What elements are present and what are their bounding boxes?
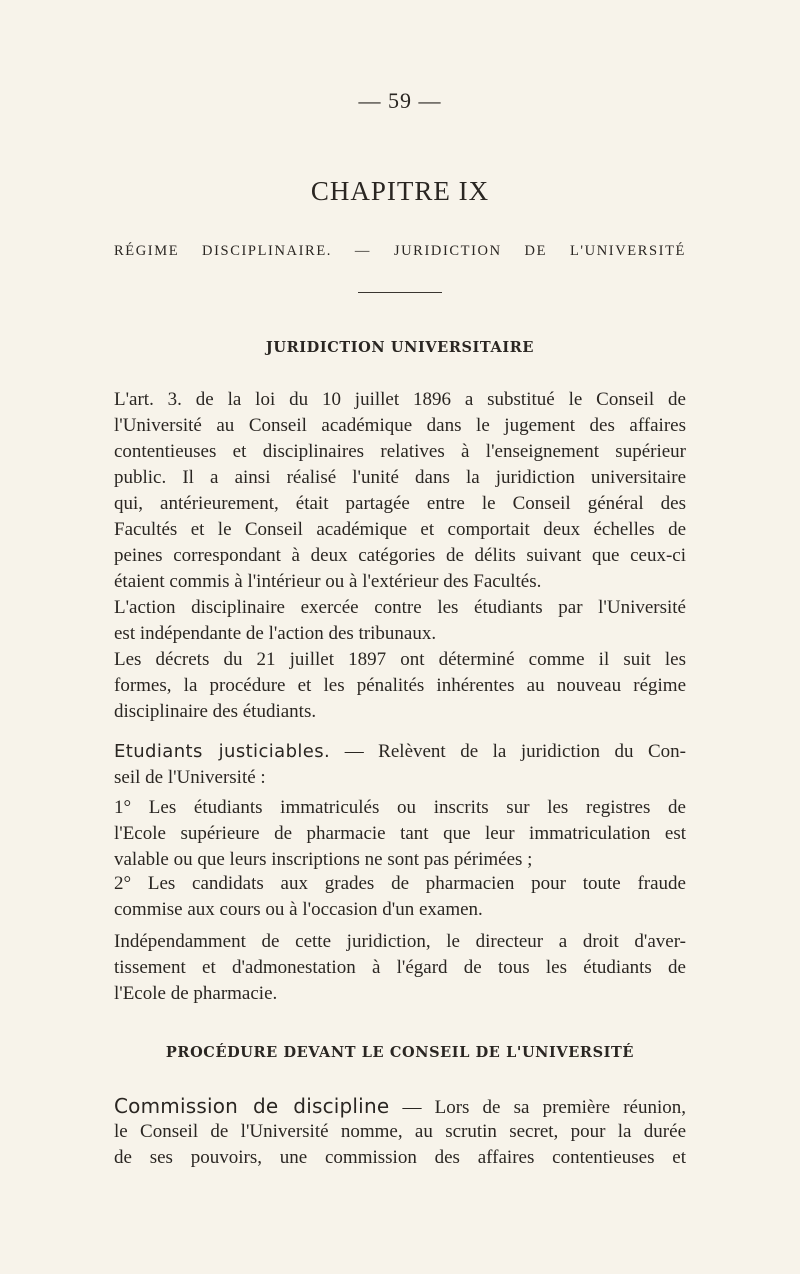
- commission-lead: Commission de discipline: [114, 1094, 390, 1118]
- text-line: L'art. 3. de la loi du 10 juillet 1896 a substitué le Conseil de: [114, 389, 686, 410]
- etudiants-line-rest: — Relèvent de la juridiction du Con-: [344, 741, 686, 762]
- separator-rule: [358, 292, 442, 293]
- text-line: disciplinaire des étudiants.: [114, 701, 317, 722]
- text-line: formes, la procédure et les pénalités inhérentes au nouveau régime: [114, 675, 686, 696]
- list-item-line: valable ou que leurs inscriptions ne sont pas périmées ;: [114, 849, 533, 870]
- section-heading-procedure: PROCÉDURE DEVANT LE CONSEIL DE L'UNIVERSITÉ: [165, 1044, 635, 1061]
- list-item-line: l'Ecole supérieure de pharmacie tant que leur immatriculation est: [114, 823, 686, 844]
- text-line: contentieuses et disciplinaires relatives à l'enseignement supérieur: [114, 441, 686, 462]
- text-line: Indépendamment de cette juridiction, le directeur a droit d'aver-: [114, 931, 686, 952]
- etudiants-line: [114, 740, 686, 764]
- commission-line: [114, 1094, 686, 1120]
- text-line: L'action disciplinaire exercée contre les étudiants par l'Université: [114, 597, 686, 618]
- page-number: — 59 —: [358, 88, 442, 113]
- chapter-title: CHAPITRE IX: [310, 176, 490, 206]
- section-heading-juridiction: JURIDICTION UNIVERSITAIRE: [265, 339, 535, 356]
- etudiants-lead: Etudiants justiciables.: [114, 741, 331, 762]
- list-item-line: 2° Les candidats aux grades de pharmacien pour toute fraude: [114, 873, 686, 894]
- text-line: Facultés et le Conseil académique et comportait deux échelles de: [114, 519, 686, 540]
- text-line: Les décrets du 21 juillet 1897 ont déterminé comme il suit les: [114, 649, 686, 670]
- text-line: tissement et d'admonestation à l'égard de tous les étudiants de: [114, 957, 686, 978]
- text-line: le Conseil de l'Université nomme, au scrutin secret, pour la durée: [114, 1121, 686, 1142]
- text-line: seil de l'Université :: [114, 767, 266, 788]
- list-item-line: 1° Les étudiants immatriculés ou inscrits sur les registres de: [114, 797, 686, 818]
- text-line: l'Ecole de pharmacie.: [114, 983, 278, 1004]
- text-line: étaient commis à l'intérieur ou à l'extérieur des Facultés.: [114, 571, 542, 592]
- text-line: est indépendante de l'action des tribunaux.: [114, 623, 437, 644]
- text-line: peines correspondant à deux catégories de délits suivant que ceux-ci: [114, 545, 686, 566]
- commission-line-rest: — Lors de sa première réunion,: [402, 1097, 687, 1118]
- text-line: l'Université au Conseil académique dans le jugement des affaires: [114, 415, 686, 436]
- text-line: qui, antérieurement, était partagée entre le Conseil général des: [114, 493, 686, 514]
- chapter-subtitle: RÉGIME DISCIPLINAIRE. — JURIDICTION DE L'UNIVERSITÉ: [114, 243, 686, 259]
- text-line: public. Il a ainsi réalisé l'unité dans la juridiction universitaire: [114, 467, 686, 488]
- text-line: de ses pouvoirs, une commission des affaires contentieuses et: [114, 1147, 686, 1168]
- list-item-line: commise aux cours ou à l'occasion d'un examen.: [114, 899, 483, 920]
